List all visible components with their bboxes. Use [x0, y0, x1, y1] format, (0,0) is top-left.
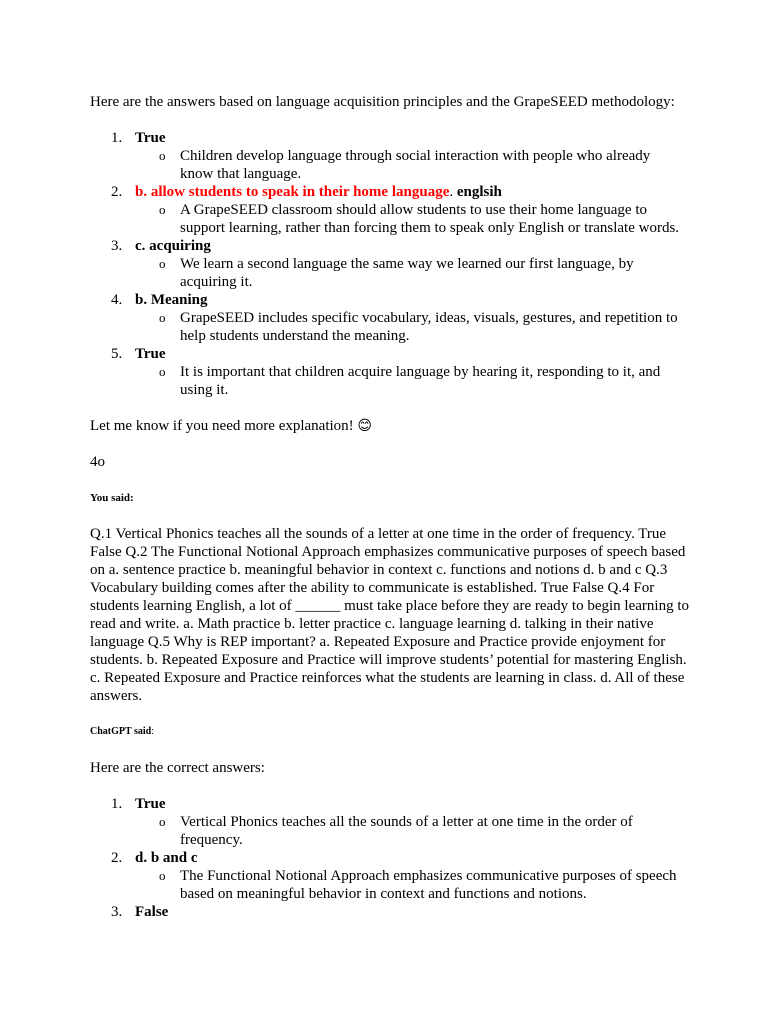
- answer-text: True: [135, 346, 166, 362]
- list-item: [90, 795, 690, 849]
- sub-list: [135, 363, 690, 399]
- bullet-marker: o: [159, 148, 166, 163]
- list-item: [90, 129, 690, 183]
- sub-list-item: [135, 363, 690, 399]
- list-item: [90, 849, 690, 903]
- sub-list: [135, 147, 690, 183]
- item-number: 3.: [111, 904, 123, 920]
- sub-list: [135, 867, 690, 903]
- sub-list: [135, 201, 690, 237]
- explanation-text: A GrapeSEED classroom should allow students to use their home language to support learning, rather than forcing them to speak only English or translate words.: [180, 202, 680, 236]
- answer-list-1: [90, 129, 690, 399]
- bullet-marker: o: [159, 814, 166, 829]
- assistant-label-colon: :: [151, 726, 155, 737]
- bullet-marker: o: [159, 202, 166, 217]
- list-item: [90, 237, 690, 291]
- explanation-text: The Functional Notional Approach emphasizes communicative purposes of speech based on meaningful behavior in context and functions and notions.: [180, 868, 677, 902]
- smile-emoji-icon: 😊: [357, 418, 373, 434]
- bullet-marker: o: [159, 256, 166, 271]
- answer-text: True: [135, 796, 166, 812]
- bullet-marker: o: [159, 868, 166, 883]
- sub-list-item: [135, 201, 690, 237]
- answer-text: c. acquiring: [135, 238, 211, 254]
- explanation-text: Children develop language through social interaction with people who already know that language.: [180, 148, 651, 182]
- explanation-text: It is important that children acquire language by hearing it, responding to it, and using it.: [180, 364, 661, 398]
- assistant-label-text: ChatGPT said: [90, 726, 152, 737]
- item-number: 5.: [111, 346, 123, 362]
- sub-list-item: [135, 813, 690, 849]
- list-item: [90, 183, 690, 237]
- sub-list-item: [135, 309, 690, 345]
- answer-text: False: [135, 904, 169, 920]
- user-question-text: Q.1 Vertical Phonics teaches all the sounds of a letter at one time in the order of frequency. True False Q.2 The Functional Notional Approach emphasizes communicative purposes of speech based on a. sentence practice b. meaningful behavior in context c. functions and notions d. b and c Q.3 Vocabulary building comes after the ability to communicate is established. True False Q.4 For students learning English, a lot of ______ must take place before they are ready to begin learning to read and write. a. Math practice b. letter practice c. language learning d. talking in their native language Q.5 Why is REP important? a. Repeated Exposure and Practice provide enjoyment for students. b. Repeated Exposure and Practice will improve students’ potential for mastering English. c. Repeated Exposure and Practice reinforces what the students are learning in class. d. All of these answers.: [90, 526, 689, 704]
- explanation-text: Vertical Phonics teaches all the sounds of a letter at one time in the order of frequency.: [180, 814, 633, 848]
- assistant-speaker-label: [90, 723, 690, 741]
- intro-paragraph: Here are the answers based on language acquisition principles and the GrapeSEED methodology:: [90, 94, 675, 110]
- answer-text-highlighted: b. allow students to speak in their home language: [135, 184, 450, 200]
- list-item: [90, 291, 690, 345]
- list-item: [90, 903, 690, 921]
- explanation-text: We learn a second language the same way we learned our first language, by acquiring it.: [180, 256, 634, 290]
- sub-list: [135, 255, 690, 291]
- answer-separator: .: [449, 184, 454, 200]
- model-label: 4o: [90, 454, 105, 470]
- sub-list-item: [135, 147, 690, 183]
- bullet-marker: o: [159, 364, 166, 379]
- item-number: 4.: [111, 292, 123, 308]
- item-number: 3.: [111, 238, 123, 254]
- answers-intro: Here are the correct answers:: [90, 760, 265, 776]
- sub-list-item: [135, 867, 690, 903]
- answer-annotation: englsih: [456, 184, 502, 200]
- document-content: [90, 93, 690, 939]
- closing-text: Let me know if you need more explanation!: [90, 418, 354, 434]
- answer-text: d. b and c: [135, 850, 198, 866]
- sub-list: [135, 813, 690, 849]
- user-speaker-label: You said:: [90, 492, 134, 504]
- item-number: 2.: [111, 850, 123, 866]
- answer-list-2: [90, 795, 690, 921]
- sub-list: [135, 309, 690, 345]
- item-number: 1.: [111, 130, 123, 146]
- sub-list-item: [135, 255, 690, 291]
- answer-text: b. Meaning: [135, 292, 208, 308]
- explanation-text: GrapeSEED includes specific vocabulary, ideas, visuals, gestures, and repetition to help students understand the meaning.: [180, 310, 678, 344]
- closing-message: [90, 417, 690, 435]
- answer-text: True: [135, 130, 166, 146]
- bullet-marker: o: [159, 310, 166, 325]
- list-item: [90, 345, 690, 399]
- item-number: 2.: [111, 184, 123, 200]
- item-number: 1.: [111, 796, 123, 812]
